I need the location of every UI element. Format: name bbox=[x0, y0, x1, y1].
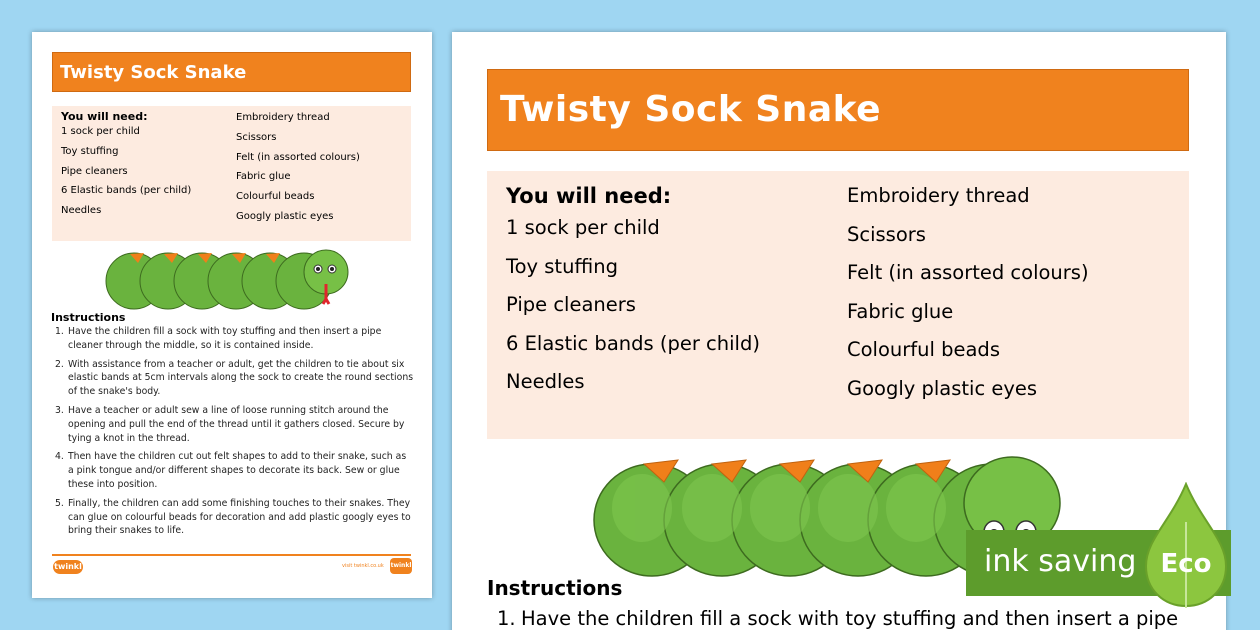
instructions-list bbox=[52, 325, 414, 543]
needs-item: Toy stuffing bbox=[61, 145, 119, 157]
needs-column-2-large bbox=[847, 177, 1089, 408]
needs-item: 6 Elastic bands (per child) bbox=[61, 185, 192, 197]
needs-item: Scissors bbox=[236, 131, 277, 143]
needs-item: 1 sock per child bbox=[61, 126, 140, 137]
snake-illustration bbox=[104, 244, 354, 314]
instruction-step: 4. Then have the children cut out felt shapes to add to their snake, such as a pink tongue and/or different shapes to decorate its back. Sew or glue these into position. bbox=[55, 451, 407, 490]
needs-item: Pipe cleaners bbox=[506, 293, 636, 316]
you-will-need-panel bbox=[52, 106, 411, 241]
instruction-step: 1. Have the children fill a sock with toy stuffing and then insert a pipe bbox=[497, 607, 1179, 630]
needs-heading: You will need: bbox=[61, 110, 148, 123]
instruction-step: 2. With assistance from a teacher or adult, get the children to tie about six elastic bands at 5cm intervals along the sock to create the round sections of the snake's body. bbox=[55, 358, 414, 398]
needs-item: Fabric glue bbox=[236, 171, 291, 183]
footer-url: visit twinkl.co.uk bbox=[342, 563, 384, 569]
needs-item: 1 sock per child bbox=[506, 216, 660, 239]
thumbnail-page bbox=[32, 32, 432, 598]
needs-item: Googly plastic eyes bbox=[847, 376, 1038, 400]
needs-item: Embroidery thread bbox=[236, 112, 330, 123]
page-title-banner bbox=[52, 52, 411, 92]
twinkl-logo: twinkl bbox=[53, 560, 83, 574]
page-title-banner-large bbox=[487, 69, 1189, 151]
needs-column-1 bbox=[61, 108, 191, 221]
instructions-heading: Instructions bbox=[51, 311, 126, 324]
needs-item: Colourful beads bbox=[847, 338, 1000, 361]
instructions-heading-large: Instructions bbox=[487, 576, 623, 600]
needs-column-1-large bbox=[506, 177, 760, 402]
needs-item: Toy stuffing bbox=[506, 254, 619, 278]
instruction-step: 3. Have a teacher or adult sew a line of loose running stitch around the opening and pull the end of the thread until it gathers closed. Secure by tying a knot in the thread. bbox=[55, 404, 405, 444]
eco-label: Eco bbox=[1160, 549, 1212, 579]
needs-item: Colourful beads bbox=[236, 191, 315, 203]
page-title-large: Twisty Sock Snake bbox=[500, 89, 882, 130]
needs-item: Felt (in assorted colours) bbox=[236, 151, 360, 163]
eco-leaf-icon bbox=[1140, 482, 1232, 608]
needs-item: Scissors bbox=[847, 222, 926, 246]
needs-item: Needles bbox=[506, 370, 585, 393]
needs-item: Needles bbox=[61, 205, 102, 217]
instruction-step: 5. Finally, the children can add some finishing touches to their snakes. They can glue on colourful beads for decoration and add plastic googly eyes to bring their snakes to life. bbox=[55, 497, 411, 537]
needs-item: Pipe cleaners bbox=[61, 165, 128, 177]
you-will-need-panel-large bbox=[487, 171, 1189, 439]
instruction-step: 1. Have the children fill a sock with toy stuffing and then insert a pipe cleaner through the middle, so it is contained inside. bbox=[55, 326, 382, 351]
needs-item: 6 Elastic bands (per child) bbox=[506, 331, 760, 355]
page-title: Twisty Sock Snake bbox=[60, 62, 247, 83]
twinkl-badge: twinkl bbox=[390, 558, 412, 574]
footer-divider bbox=[52, 554, 411, 556]
needs-column-2 bbox=[236, 108, 360, 227]
ink-saving-text: ink saving bbox=[984, 544, 1137, 579]
needs-item: Embroidery thread bbox=[847, 184, 1030, 207]
needs-heading-large: You will need: bbox=[506, 184, 672, 208]
needs-item: Fabric glue bbox=[847, 299, 954, 323]
needs-item: Felt (in assorted colours) bbox=[847, 261, 1089, 284]
needs-item: Googly plastic eyes bbox=[236, 210, 334, 222]
instructions-list-large bbox=[487, 606, 1207, 630]
